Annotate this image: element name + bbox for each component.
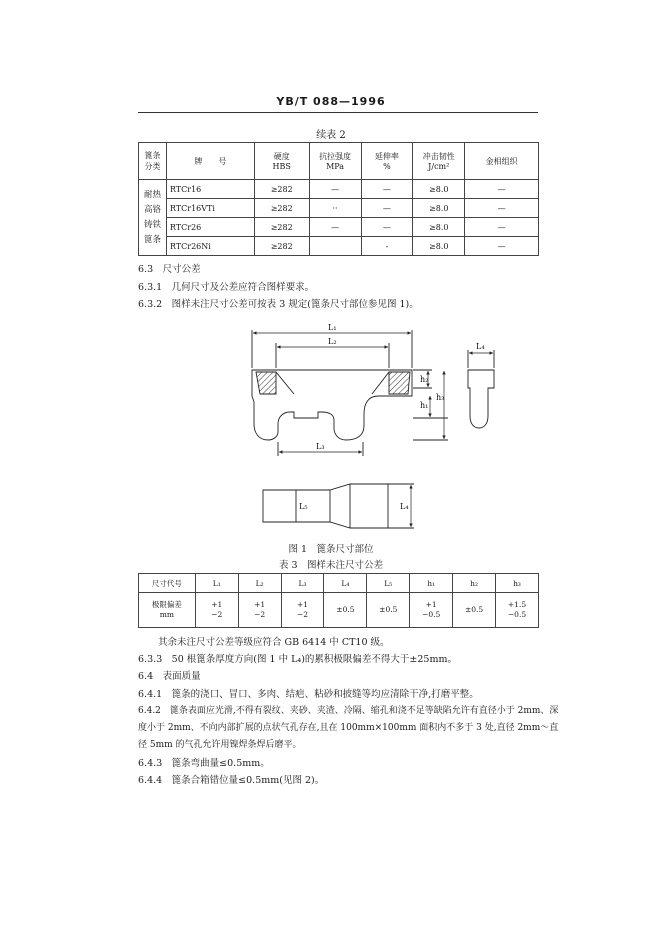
structure-cell: — [465,199,539,218]
label-L4-top: L₄ [400,502,409,511]
code-cell: L₁ [195,574,238,593]
section-6-3-2: 6.3.2 图样未注尺寸公差可按表 3 规定(篦条尺寸部位参见图 1)。 [138,299,419,310]
section-6-3: 6.3 尺寸公差 [138,264,201,275]
section-6-4-2-line1: 6.4.2 篦条表面应光滑,不得有裂纹、夹砂、夹渣、冷隔、缩孔和浇不足等缺陷允许有直径小于 2mm、深 [138,706,559,716]
elongation-cell: — [361,199,413,218]
code-cell: L₂ [238,574,281,593]
value-header: 极限偏差 mm [139,593,196,628]
header-grade: 牌 号 [166,143,254,180]
tensile-cell: ·· [309,199,361,218]
tolerance-cell: +1 −2 [281,593,324,628]
elongation-cell: - [361,237,413,256]
figure-1-caption: 图 1 篦条尺寸部位 [288,544,374,555]
structure-cell: — [465,237,539,256]
table3 [138,573,539,628]
elongation-cell: — [361,218,413,237]
row-header: 尺寸代号 [139,574,196,593]
header-impact: 冲击韧性 J/cm² [413,143,465,180]
grade-cell: RTCr16 [166,180,254,199]
grate-top-view [263,484,388,528]
standard-header: YB/T 088—1996 [276,95,386,108]
grade-cell: RTCr26 [166,218,254,237]
section-6-3-1: 6.3.1 几何尺寸及公差应符合图样要求。 [138,282,315,293]
section-6-4-2-line2: 度小于 2mm、不向内部扩展的点状气孔存在,且在 100mm×100mm 面积内不多于 3 处,直径 2mm～直 [138,723,559,733]
code-cell: L₅ [367,574,410,593]
table2-title: 续表 2 [316,130,346,141]
elongation-cell: — [361,180,413,199]
header-structure: 金相组织 [465,143,539,180]
section-6-4-3: 6.4.3 篦条弯曲量≤0.5mm。 [138,758,270,769]
table3-code-row [139,574,539,593]
category-cell: 耐热 高铬 铸铁 篦条 [139,180,167,256]
code-cell: L₃ [281,574,324,593]
label-L1: L₁ [328,323,337,332]
structure-cell: — [465,218,539,237]
tolerance-cell: +1.5 −0.5 [496,593,539,628]
tolerance-cell: ±0.5 [324,593,367,628]
tolerance-cell: ±0.5 [453,593,496,628]
tensile-cell: — [309,218,361,237]
impact-cell: ≥8.0 [413,237,465,256]
label-L3: L₃ [316,442,325,451]
header-tensile: 抗拉强度 MPa [309,143,361,180]
code-cell: h₂ [453,574,496,593]
hardness-cell: ≥282 [254,180,309,199]
header-elongation: 延伸率 % [361,143,413,180]
table3-title: 表 3 图样未注尺寸公差 [278,560,384,571]
section-6-4-4: 6.4.4 篦条合箱错位量≤0.5mm(见图 2)。 [138,775,325,786]
label-h1: h₁ [420,401,429,410]
tolerance-cell: +1 −2 [238,593,281,628]
section-6-4: 6.4 表面质量 [138,671,201,682]
header-hardness: 硬度 HBS [254,143,309,180]
code-cell: h₁ [410,574,453,593]
note-other-tolerances: 其余未注尺寸公差等级应符合 GB 6414 中 CT10 级。 [158,637,390,648]
table3-value-row [139,593,539,628]
label-L4-end: L₄ [476,342,485,351]
tolerance-cell: +1 −0.5 [410,593,453,628]
label-L5: L₅ [299,502,308,511]
hardness-cell: ≥282 [254,218,309,237]
grate-end-view [468,370,494,428]
section-6-4-1: 6.4.1 篦条的浇口、冒口、多肉、结疤、粘砂和披缝等均应清除干净,打磨平整。 [138,689,479,700]
structure-cell: — [465,180,539,199]
label-L2: L₂ [328,337,337,346]
tolerance-cell: ±0.5 [367,593,410,628]
code-cell: L₄ [324,574,367,593]
grade-cell: RTCr26Ni [166,237,254,256]
impact-cell: ≥8.0 [413,218,465,237]
label-h3: h₃ [436,393,445,402]
label-h2: h₂ [420,375,429,384]
section-6-3-3: 6.3.3 50 根篦条厚度方向(图 1 中 L₄)的累积极限偏差不得大于±25mm。 [138,654,457,665]
code-cell: h₃ [496,574,539,593]
hardness-cell: ≥282 [254,237,309,256]
hardness-cell: ≥282 [254,199,309,218]
tolerance-cell: +1 −2 [195,593,238,628]
header-category: 篦条 分类 [139,143,167,180]
impact-cell: ≥8.0 [413,180,465,199]
grade-cell: RTCr16VTi [166,199,254,218]
tensile-cell: — [309,180,361,199]
impact-cell: ≥8.0 [413,199,465,218]
section-6-4-2-line3: 径 5mm 的气孔允许用镍焊条焊后磨平。 [138,740,302,750]
